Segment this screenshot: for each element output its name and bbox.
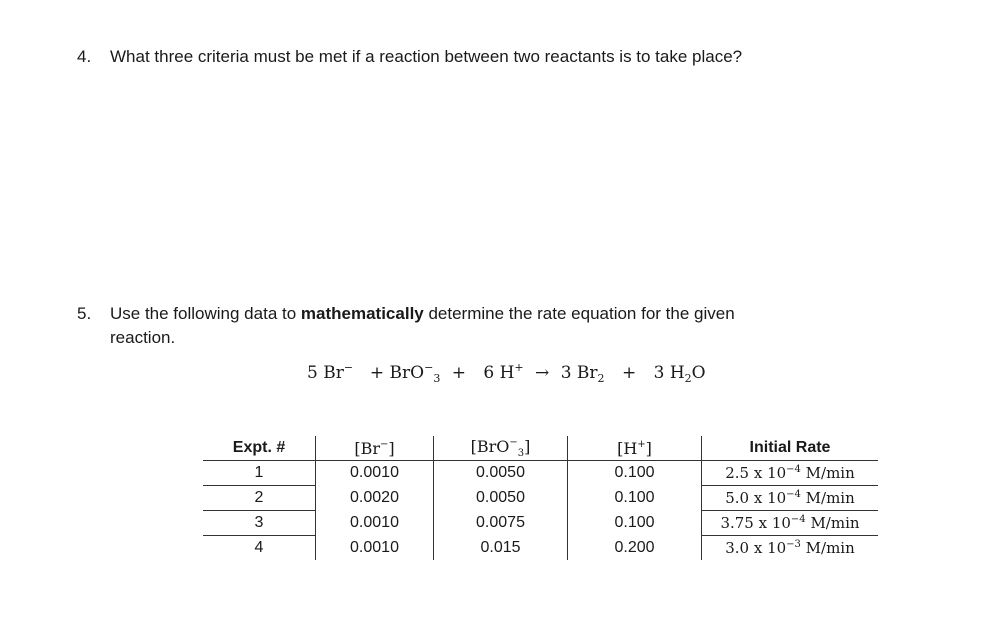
cell-bro3: 0.015 [434,536,568,561]
text-part: Use the following data to [110,304,301,323]
product-bromine [561,363,605,383]
rate-exp: −4 [786,464,801,475]
eq-term: O [691,363,706,383]
header-sup: + [637,438,646,450]
header-bro3 [434,436,568,461]
cell-br: 0.0010 [316,511,434,536]
eq-term: 3 Br [560,363,598,383]
eq-subscript: 3 [433,372,441,385]
header-text: [Br [354,438,380,458]
table-row [203,461,878,486]
question-number: 4. [77,47,92,66]
question-text-line-2: reaction. [110,328,176,347]
reaction-arrow: → [535,363,550,383]
rate-unit: M/min [805,514,860,532]
cell-rate [702,486,879,511]
cell-expt: 4 [254,539,264,556]
question-number: 5. [77,304,92,323]
cell-rate [702,536,879,561]
table-row [203,511,878,536]
rate-coef: 2.5 x 10 [725,464,787,482]
cell-expt: 2 [203,486,316,511]
table-row [203,536,878,561]
header-br [316,436,434,461]
cell-expt: 3 [203,511,316,536]
rate-coef: 3.75 x 10 [720,514,791,532]
cell-h: 0.200 [568,536,702,561]
header-expt: Expt. # [203,436,316,461]
eq-term: 5 Br [307,363,344,383]
cell-h: 0.100 [568,461,702,486]
product-water [654,363,706,383]
text-part: determine the rate equation for the given [423,304,735,323]
rate-unit: M/min [800,539,855,557]
header-text: ] [645,438,652,458]
cell-br: 0.0010 [316,461,434,486]
cell-rate [702,461,879,486]
rate-unit: M/min [800,489,855,507]
cell-br: 0.0020 [316,486,434,511]
cell-br: 0.0010 [316,536,434,561]
eq-plus: + [451,363,466,383]
eq-term: + BrO [369,363,425,383]
header-text: ] [388,438,395,458]
cell-h: 0.100 [568,511,702,536]
rate-exp: −4 [786,489,801,500]
header-initial-rate: Initial Rate [702,436,879,461]
cell-bro3: 0.0050 [434,461,568,486]
cell-expt: 1 [203,461,316,486]
question-text-line-1 [110,302,735,325]
question-text: What three criteria must be met if a reaction between two reactants is to take place? [110,47,743,66]
eq-subscript: 2 [684,372,692,385]
cell-bro3: 0.0050 [434,486,568,511]
rate-coef: 3.0 x 10 [725,539,787,557]
reactant-bromide [307,363,353,383]
header-sub: 3 [517,448,525,459]
rate-exp: −4 [790,514,806,525]
eq-charge: − [424,361,434,374]
eq-charge: − [343,361,354,374]
header-h [568,436,702,461]
header-sup: − [380,438,389,450]
header-text: [H [617,438,638,458]
header-text: ] [524,437,531,456]
eq-term: 6 H [483,363,515,383]
table-row [203,486,878,511]
reactant-bromate [370,363,440,383]
header-sup: − [509,437,518,448]
eq-plus: + [621,363,637,383]
reaction-equation [307,363,706,385]
eq-term: 3 H [653,363,685,383]
rate-unit: M/min [800,464,855,482]
rate-data-table [203,436,878,560]
cell-h: 0.100 [568,486,702,511]
reactant-hydrogen [483,363,523,383]
cell-bro3: 0.0075 [434,511,568,536]
rate-exp: −3 [786,539,801,550]
table-header-row [203,436,878,461]
emphasis-text: mathematically [300,304,424,323]
eq-charge: + [514,361,524,374]
cell-rate [702,511,879,536]
header-text: [BrO [470,437,510,456]
rate-coef: 5.0 x 10 [725,489,787,507]
eq-subscript: 2 [597,372,605,385]
